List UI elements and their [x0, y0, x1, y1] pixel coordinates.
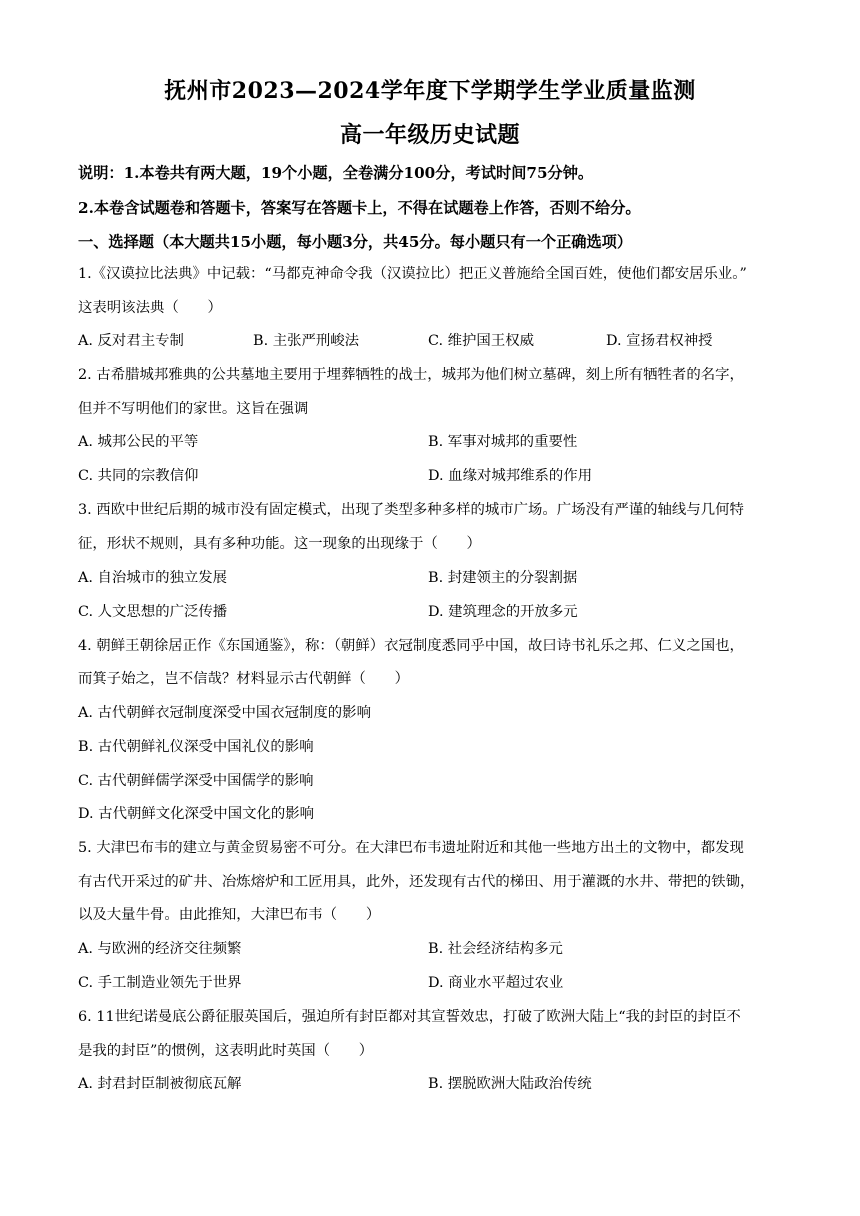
question-3-option-d: D. 建筑理念的开放多元	[428, 604, 578, 620]
question-6-option-a: A. 封君封臣制被彻底瓦解	[78, 1076, 242, 1092]
question-5-option-a: A. 与欧洲的经济交往频繁	[78, 941, 242, 957]
section-heading: 一、选择题（本大题共15小题，每小题3分，共45分。每小题只有一个正确选项）	[78, 233, 633, 251]
question-5-option-d: D. 商业水平超过农业	[428, 975, 564, 991]
question-3-option-a: A. 自治城市的独立发展	[78, 570, 228, 586]
question-3-option-c: C. 人文思想的广泛传播	[78, 604, 228, 620]
question-1-stem-line-2: 这表明该法典（ ）	[78, 300, 222, 316]
question-5-stem-line-1: 5. 大津巴布韦的建立与黄金贸易密不可分。在大津巴布韦遗址附近和其他一些地方出土的文物中，都发现	[78, 840, 744, 856]
question-5-stem-line-2: 有古代开采过的矿井、冶炼熔炉和工匠用具，此外，还发现有古代的梯田、用于灌溉的水井、带把的铁锄，	[78, 874, 755, 890]
question-5-option-c: C. 手工制造业领先于世界	[78, 975, 242, 991]
question-1-option-c: C. 维护国王权威	[428, 333, 534, 349]
question-3-stem-line-1: 3. 西欧中世纪后期的城市没有固定模式，出现了类型多种多样的城市广场。广场没有严谨的轴线与几何特	[78, 502, 744, 518]
question-5-option-b: B. 社会经济结构多元	[428, 941, 563, 957]
question-1-option-d: D. 宣扬君权神授	[606, 333, 713, 349]
question-4-stem-line-1: 4. 朝鲜王朝徐居正作《东国通鉴》，称：（朝鲜）衣冠制度悉同乎中国，故曰诗书礼乐之邦、仁义之国也，	[78, 638, 744, 654]
question-6-stem-line-2: 是我的封臣”的惯例，这表明此时英国（ ）	[78, 1043, 374, 1059]
question-4-option-a: A. 古代朝鲜衣冠制度深受中国衣冠制度的影响	[78, 705, 371, 721]
note-line-2: 2.本卷含试题卷和答题卡，答案写在答题卡上，不得在试题卷上作答，否则不给分。	[78, 199, 641, 217]
question-4-stem-line-2: 而箕子始之，岂不信哉？材料显示古代朝鲜（ ）	[78, 671, 409, 687]
question-4-option-c: C. 古代朝鲜儒学深受中国儒学的影响	[78, 773, 314, 789]
question-6-option-b: B. 摆脱欧洲大陆政治传统	[428, 1076, 592, 1092]
question-2-option-b: B. 军事对城邦的重要性	[428, 434, 578, 450]
question-3-stem-line-2: 征，形状不规则，具有多种功能。这一现象的出现缘于（ ）	[78, 536, 481, 552]
exam-subtitle: 高一年级历史试题	[339, 122, 520, 148]
question-2-option-c: C. 共同的宗教信仰	[78, 468, 199, 484]
question-1-option-a: A. 反对君主专制	[78, 333, 184, 349]
question-4-option-d: D. 古代朝鲜文化深受中国文化的影响	[78, 806, 315, 822]
note-line-1: 说明：1.本卷共有两大题，19个小题，全卷满分100分，考试时间75分钟。	[78, 164, 594, 182]
question-6-stem-line-1: 6. 11世纪诺曼底公爵征服英国后，强迫所有封臣都对其宣誓效忠，打破了欧洲大陆上“我的封臣的封臣不	[78, 1009, 741, 1025]
question-4-option-b: B. 古代朝鲜礼仪深受中国礼仪的影响	[78, 739, 314, 755]
question-5-stem-line-3: 以及大量牛骨。由此推知，大津巴布韦（ ）	[78, 907, 381, 923]
question-1-stem-line-1: 1.《汉谟拉比法典》中记载：“马都克神命令我（汉谟拉比）把正义普施给全国百姓，使他们都安居乐业。”	[78, 266, 747, 282]
question-2-stem-line-2: 但并不写明他们的家世。这旨在强调	[78, 401, 309, 417]
exam-title: 抚州市2023—2024学年度下学期学生学业质量监测	[164, 78, 696, 104]
question-2-option-a: A. 城邦公民的平等	[78, 434, 199, 450]
question-2-option-d: D. 血缘对城邦维系的作用	[428, 468, 593, 484]
question-3-option-b: B. 封建领主的分裂割据	[428, 570, 578, 586]
question-2-stem-line-1: 2. 古希腊城邦雅典的公共墓地主要用于埋葬牺牲的战士，城邦为他们树立墓碑，刻上所有牺牲者的名字，	[78, 367, 744, 383]
question-1-option-b: B. 主张严刑峻法	[253, 333, 360, 349]
